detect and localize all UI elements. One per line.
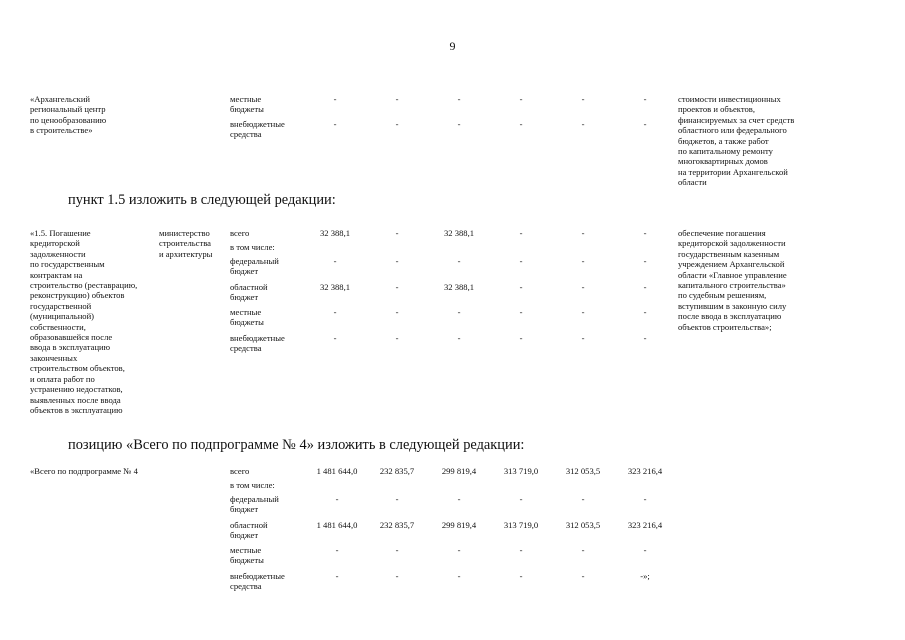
block3-value: - [643,545,647,555]
block3-value: 323 216,4 [627,466,663,476]
block2-result: обеспечение погашения кредиторской задолженности государственным казенным учреждением Архангельской области «Главное управление капитального строительства» по судебным решениям, вступившим в законную силу после ввода в эксплуатацию объектов строительства»; [678,228,787,332]
block2-value: - [581,228,585,238]
block2-value: - [519,282,523,292]
block3-source: местные бюджеты [230,545,264,566]
block2-value: 32 388,1 [443,228,475,238]
block3-value: - [335,571,339,581]
block1-value: - [395,94,399,104]
block1-value: - [457,119,461,129]
block3-value: - [395,494,399,504]
block2-value: - [581,282,585,292]
block3-source: всего [230,466,250,476]
block2-value: - [457,256,461,266]
block3-source: внебюджетные средства [230,571,285,592]
block2-value: 32 388,1 [319,282,351,292]
block3-value: 312 053,5 [565,466,601,476]
block2-value: - [643,282,647,292]
block1-value: - [333,94,337,104]
block2-value: - [333,256,337,266]
block1-source: местные бюджеты [230,94,264,115]
block3-value: - [519,571,523,581]
block3-value: 313 719,0 [503,466,539,476]
block1-value: - [457,94,461,104]
block2-value: - [457,307,461,317]
block3-value: 232 835,7 [379,520,415,530]
block3-source: федеральный бюджет [230,494,279,515]
block1-result: стоимости инвестиционных проектов и объектов, финансируемых за счет средств областного или федерального бюджетов, а также работ по капитальному ремонту многоквартирных домов на территории Архангельской области [678,94,795,188]
block3-value: - [335,494,339,504]
block3-value: - [457,494,461,504]
block2-measure: «1.5. Погашение кредиторской задолженности по государственным контрактам на строительство (реставрацию, реконструкцию) объектов государственной (муниципальной) собственности, образовавшейся после ввода в эксплуатацию законченных строительством объектов, и оплата работ по устранению недостатков, выявленных после ввода объектов в эксплуатацию [30,228,138,415]
block3-value: - [335,545,339,555]
block2-source: федеральный бюджет [230,256,279,277]
block2-value: - [519,256,523,266]
block2-value: - [519,307,523,317]
block1-value: - [519,94,523,104]
block3-value: 299 819,4 [441,466,477,476]
block3-value: - [457,571,461,581]
block2-value: - [395,256,399,266]
block1-value: - [581,94,585,104]
block3-value: - [457,545,461,555]
block2-source: в том числе: [230,242,275,252]
block3-value: 299 819,4 [441,520,477,530]
block3-value: - [395,571,399,581]
block1-value: - [519,119,523,129]
block3-value: 232 835,7 [379,466,415,476]
block2-value: - [581,333,585,343]
block3-value: 313 719,0 [503,520,539,530]
block2-source: внебюджетные средства [230,333,285,354]
block2-value: - [581,256,585,266]
block1-value: - [333,119,337,129]
block3-value: - [643,494,647,504]
block1-value: - [395,119,399,129]
block3-value: - [519,494,523,504]
block2-value: - [643,307,647,317]
block2-executor: министерство строительства и архитектуры [159,228,213,259]
block1-value: - [581,119,585,129]
block2-source: областной бюджет [230,282,268,303]
block2-source: местные бюджеты [230,307,264,328]
block2-value: - [395,333,399,343]
section-heading: пункт 1.5 изложить в следующей редакции: [68,192,336,208]
block3-value: 1 481 644,0 [316,520,358,530]
block2-value: - [333,333,337,343]
block3-value: - [581,545,585,555]
block2-value: - [643,333,647,343]
block2-value: - [457,333,461,343]
block2-source: всего [230,228,250,238]
block3-source: областной бюджет [230,520,268,541]
block2-value: - [395,228,399,238]
block2-value: - [581,307,585,317]
block3-value: 323 216,4 [627,520,663,530]
block3-source: в том числе: [230,480,275,490]
block2-value: - [395,282,399,292]
block2-value: - [333,307,337,317]
block3-value: - [395,545,399,555]
block3-value: - [519,545,523,555]
page-number: 9 [449,39,456,53]
block1-executor: «Архангельский региональный центр по ценообразованию в строительстве» [30,94,107,136]
block2-value: - [519,228,523,238]
block3-value: - [581,494,585,504]
block2-value: - [395,307,399,317]
block3-value: - [581,571,585,581]
block2-value: - [643,228,647,238]
block2-value: - [519,333,523,343]
block3-label: «Всего по подпрограмме № 4 [30,466,138,476]
block2-value: 32 388,1 [443,282,475,292]
block1-source: внебюджетные средства [230,119,285,140]
block1-value: - [643,94,647,104]
block3-value: 1 481 644,0 [316,466,358,476]
block3-value: 312 053,5 [565,520,601,530]
block2-value: 32 388,1 [319,228,351,238]
block3-value: -»; [640,571,650,581]
section-heading: позицию «Всего по подпрограмме № 4» изложить в следующей редакции: [68,437,525,453]
block1-value: - [643,119,647,129]
block2-value: - [643,256,647,266]
